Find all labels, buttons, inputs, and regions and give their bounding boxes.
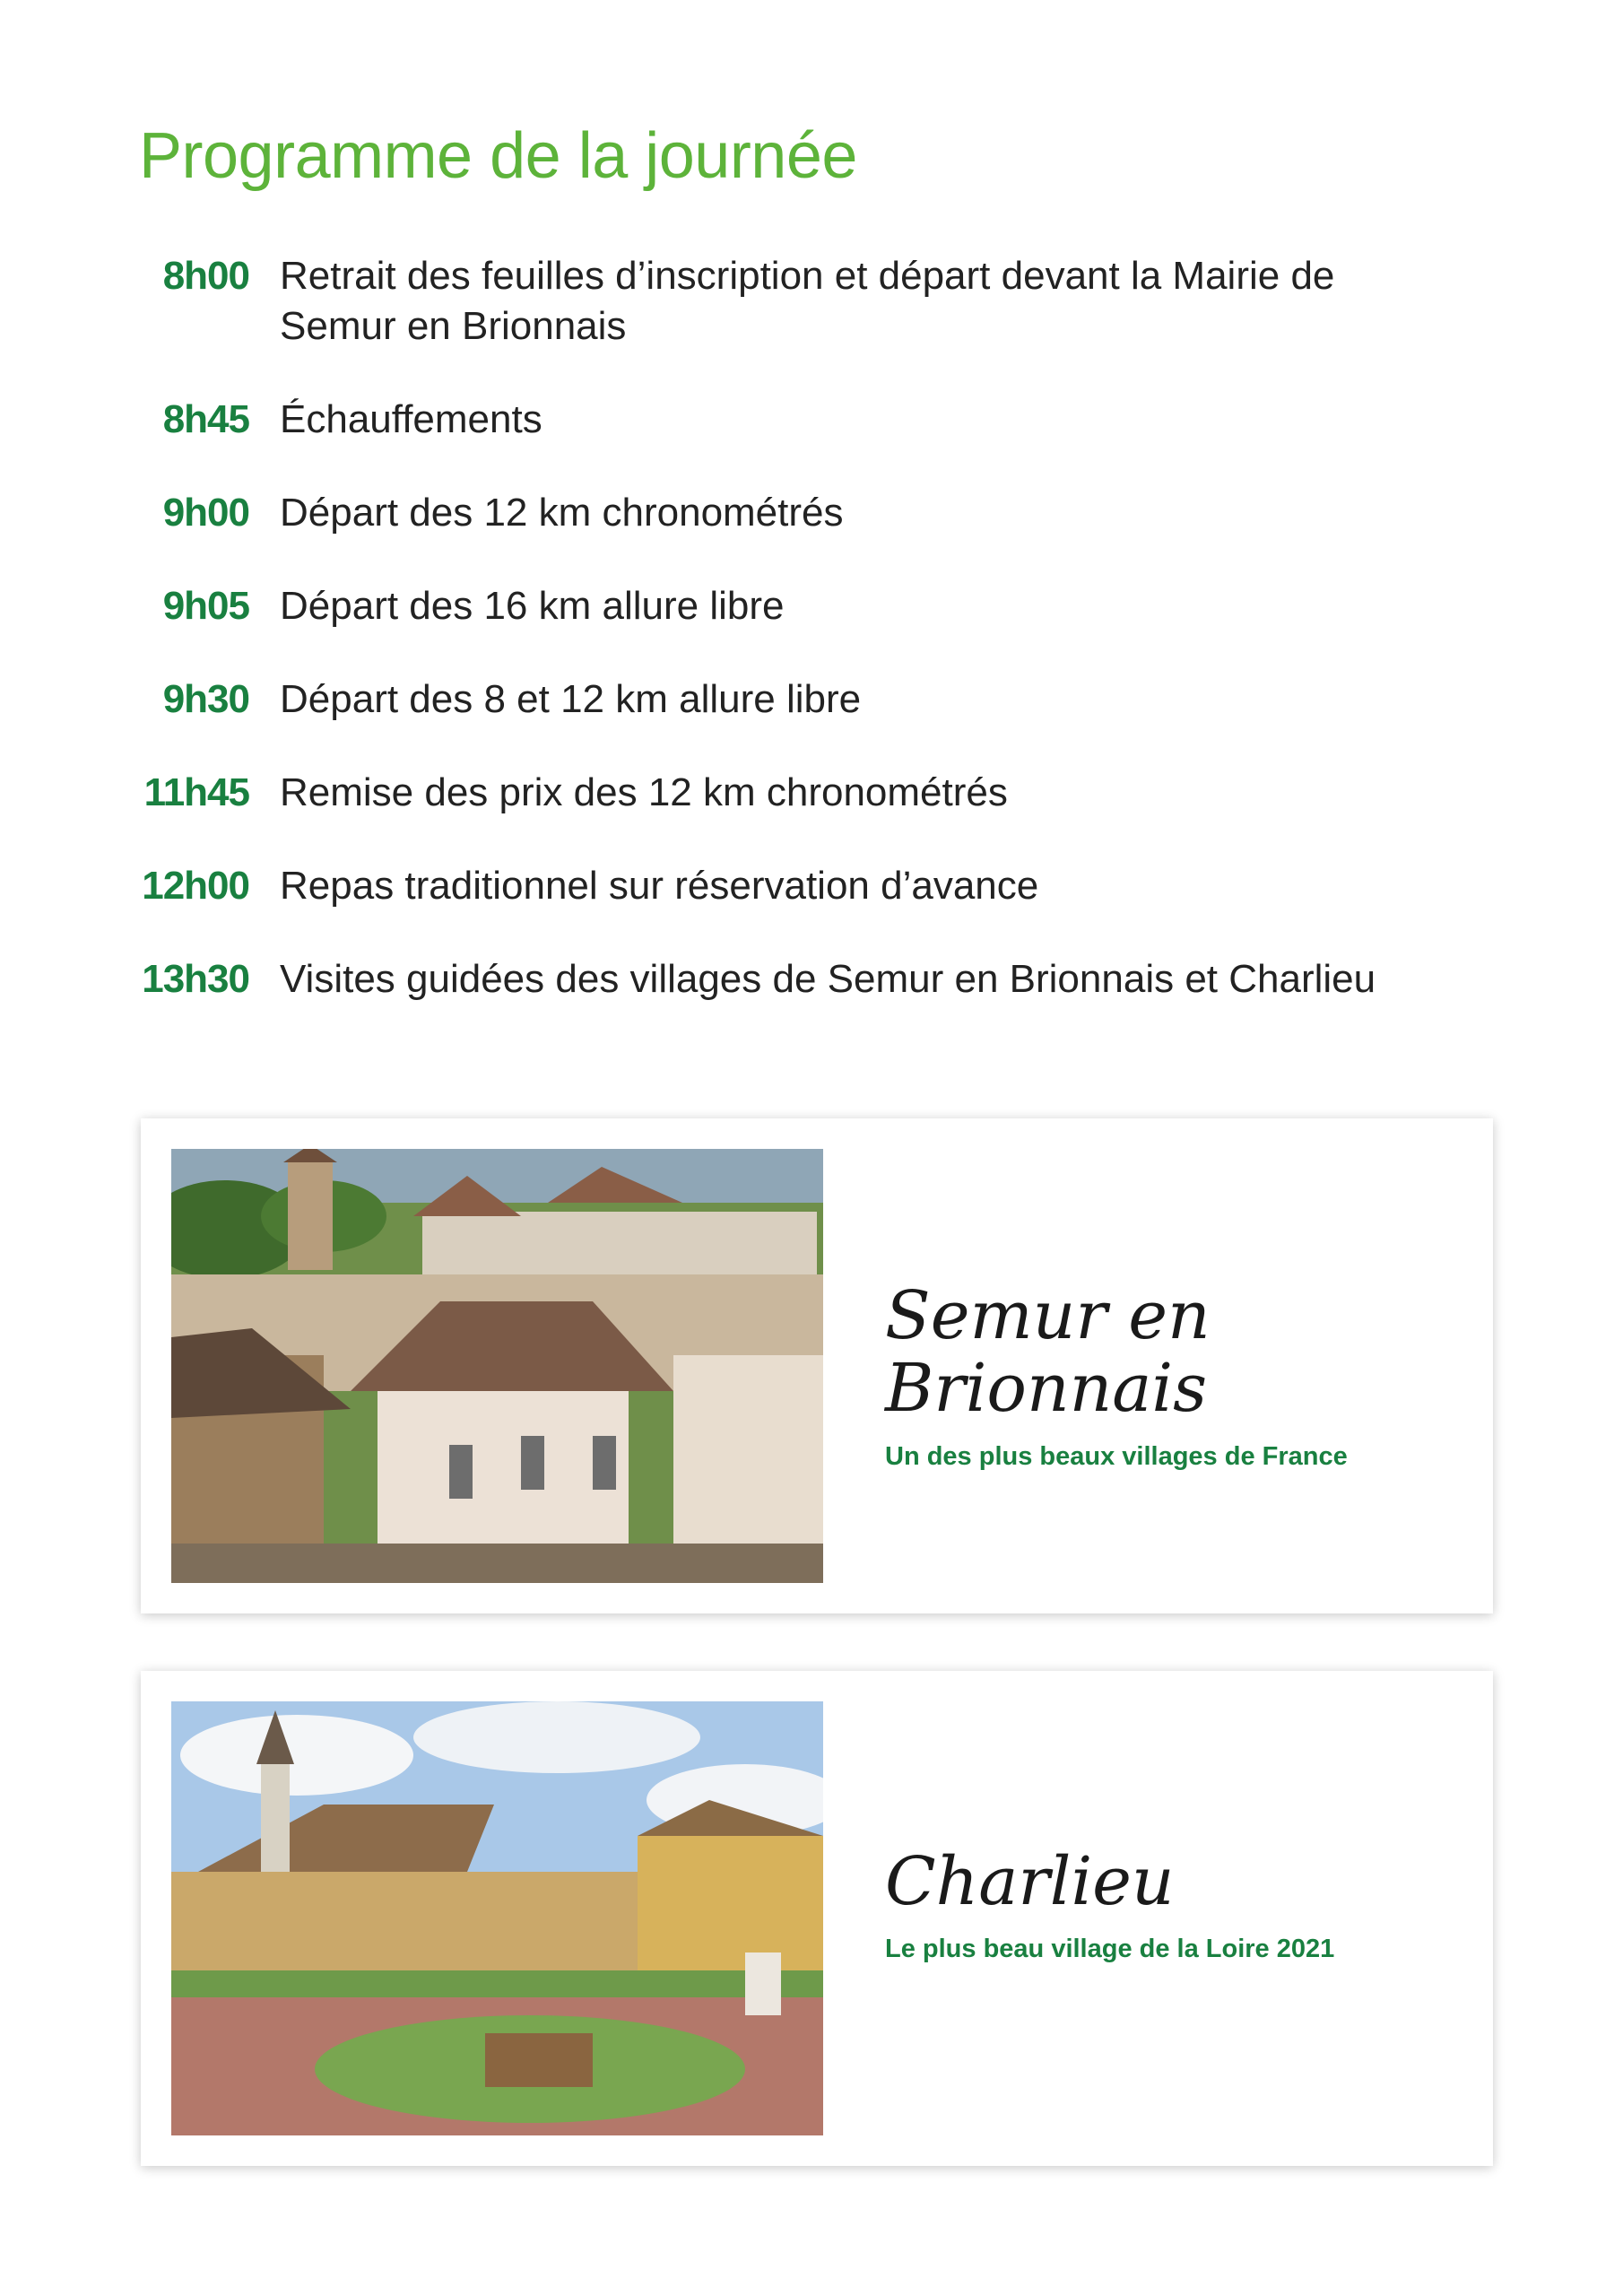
page-title: Programme de la journée xyxy=(139,120,857,192)
village-photo-charlieu xyxy=(171,1701,823,2135)
schedule-description: Départ des 16 km allure libre xyxy=(280,584,785,628)
schedule-item xyxy=(0,861,1623,911)
schedule-description: Échauffements xyxy=(280,397,542,441)
schedule-time: 11h45 xyxy=(143,770,249,814)
schedule-time: 12h00 xyxy=(142,864,249,908)
schedule-item xyxy=(0,395,1623,445)
schedule-description: Repas traditionnel sur réservation d’avance xyxy=(280,864,1039,908)
village-photo-semur xyxy=(171,1149,823,1583)
schedule-item xyxy=(0,251,1623,352)
village-card-semur xyxy=(141,1118,1493,1613)
schedule-item xyxy=(0,488,1623,538)
schedule-time: 9h00 xyxy=(162,491,249,535)
village-tagline: Le plus beau village de la Loire 2021 xyxy=(885,1935,1335,1964)
schedule-item xyxy=(0,674,1623,725)
schedule-description: Départ des 12 km chronométrés xyxy=(280,491,844,535)
schedule-item xyxy=(0,581,1623,631)
schedule-description: Départ des 8 et 12 km allure libre xyxy=(280,677,862,721)
schedule-item xyxy=(0,768,1623,818)
village-name: Charlieu xyxy=(885,1843,1175,1920)
schedule-description: Remise des prix des 12 km chronométrés xyxy=(280,770,1008,814)
schedule-description: Retrait des feuilles d’inscription et départ devant la Mairie de Semur en Brionnais xyxy=(280,254,1335,348)
schedule-description: Visites guidées des villages de Semur en Brionnais et Charlieu xyxy=(280,957,1376,1001)
village-card-charlieu xyxy=(141,1671,1493,2166)
village-name: Semur en Brionnais xyxy=(885,1277,1211,1428)
schedule-time: 8h45 xyxy=(162,397,249,441)
schedule-time: 9h05 xyxy=(162,584,249,628)
schedule-item xyxy=(0,954,1623,1004)
village-tagline: Un des plus beaux villages de France xyxy=(885,1441,1348,1471)
schedule-time: 13h30 xyxy=(142,957,249,1001)
schedule-list xyxy=(0,251,1623,1048)
schedule-time: 9h30 xyxy=(162,677,249,721)
schedule-time: 8h00 xyxy=(162,254,249,298)
